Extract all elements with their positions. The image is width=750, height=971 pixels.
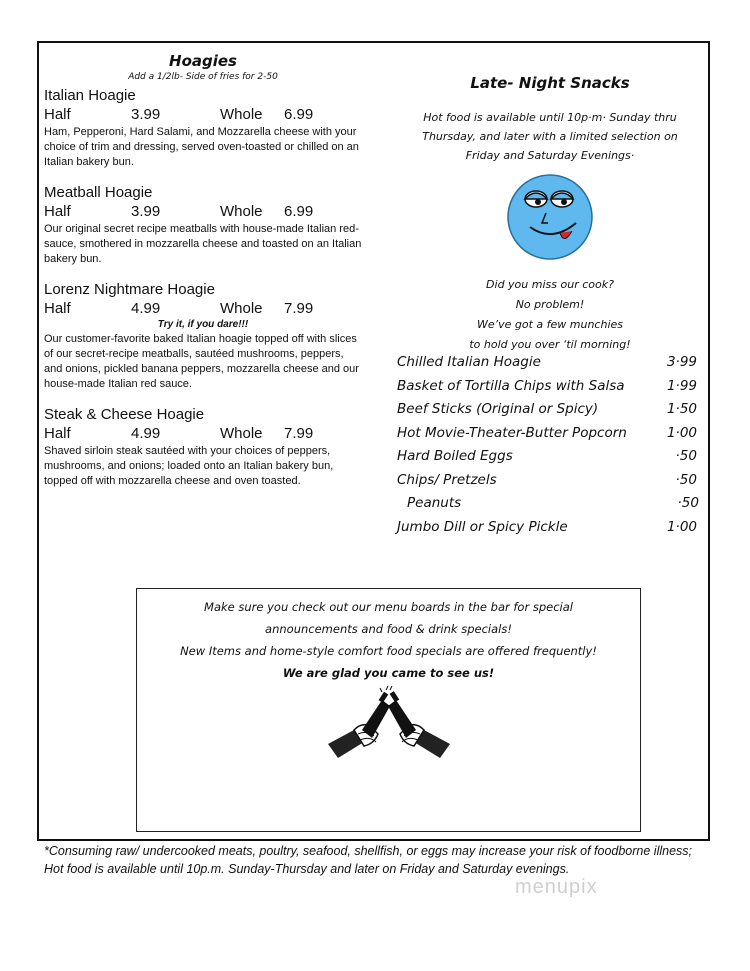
notice-line: announcements and food & drink specials!: [265, 622, 512, 636]
snack-list: [397, 354, 697, 542]
snack-item: [397, 495, 697, 519]
whole-price: 6.99: [284, 203, 314, 220]
hoagie-item-lorenz-nightmare: [44, 280, 362, 392]
intro-line: Friday and Saturday Evenings·: [465, 149, 635, 162]
price-row: [44, 299, 362, 318]
footer-disclaimer: [44, 842, 734, 878]
half-price: 4.99: [131, 300, 161, 317]
late-night-tagline: [395, 275, 705, 355]
whole-price: 7.99: [284, 300, 314, 317]
hoagies-title: Hoagies: [169, 52, 237, 70]
price-row: [44, 105, 362, 124]
notice-box: [136, 588, 641, 832]
dare-note: Try it, if you dare!!!: [157, 319, 249, 330]
hoagies-section: [44, 52, 362, 502]
hoagie-item-italian: [44, 86, 362, 170]
half-label: Half: [44, 300, 71, 317]
snack-price: ·50: [675, 471, 697, 488]
hoagie-name: Steak & Cheese Hoagie: [44, 406, 205, 423]
notice-line: Make sure you check out our menu boards in the bar for special: [204, 600, 573, 614]
snack-item: [397, 425, 697, 449]
hoagie-description: Our customer-favorite baked Italian hoagie topped off with slices of our secret-recipe meatballs, sautéed mushrooms, peppers, and onions, pickled banana peppers, mozzarella cheese and our house-made Italian red sauce.: [44, 333, 359, 390]
hoagies-subtitle: Add a 1/2lb- Side of fries for 2-50: [128, 72, 278, 82]
snack-name: Peanuts: [407, 495, 462, 511]
tagline-line: No problem!: [515, 298, 585, 311]
snack-price: 1·00: [666, 518, 697, 535]
intro-line: Hot food is available until 10p·m· Sunday thru: [423, 111, 677, 124]
snack-item: [397, 519, 697, 543]
half-price: 3.99: [131, 106, 161, 123]
snack-price: 1·99: [666, 377, 697, 394]
whole-price: 6.99: [284, 106, 314, 123]
snack-price: 3·99: [666, 354, 697, 370]
whole-label: Whole: [220, 300, 263, 317]
smiley-face-icon: [502, 169, 598, 265]
half-label: Half: [44, 106, 71, 123]
snack-name: Beef Sticks (Original or Spicy): [397, 401, 599, 417]
snack-name: Hard Boiled Eggs: [397, 448, 513, 464]
whole-price: 7.99: [284, 425, 314, 442]
hoagie-item-steak-cheese: [44, 405, 362, 489]
late-night-title: Late- Night Snacks: [470, 74, 630, 92]
notice-text: [137, 596, 640, 684]
half-label: Half: [44, 203, 71, 220]
snack-name: Chilled Italian Hoagie: [397, 354, 541, 370]
footer-line: Hot food is available until 10p.m. Sunday-Thursday and later on Friday and Saturday evenings.: [44, 862, 570, 876]
hoagie-name: Lorenz Nightmare Hoagie: [44, 281, 215, 298]
half-price: 3.99: [131, 203, 161, 220]
snack-item: [397, 401, 697, 425]
snack-name: Basket of Tortilla Chips with Salsa: [397, 377, 625, 394]
snack-item: [397, 448, 697, 472]
half-price: 4.99: [131, 425, 161, 442]
whole-label: Whole: [220, 203, 263, 220]
whole-label: Whole: [220, 106, 263, 123]
hoagie-description: Our original secret recipe meatballs with house-made Italian red-sauce, smothered in mozzarella cheese and toasted on an Italian bakery bun.: [44, 223, 362, 265]
snack-price: 1·00: [666, 424, 697, 441]
tagline-line: We’ve got a few munchies: [476, 318, 624, 331]
tagline-line: to hold you over ‘til morning!: [469, 338, 631, 351]
notice-bold-line: We are glad you came to see us!: [282, 666, 495, 680]
snack-name: Chips/ Pretzels: [397, 471, 497, 488]
beer-toast-icon: [324, 686, 454, 766]
late-night-intro: [395, 108, 705, 165]
snack-item: [397, 472, 697, 496]
hoagie-item-meatball: [44, 183, 362, 267]
snack-item: [397, 354, 697, 378]
hoagie-description: Shaved sirloin steak sautéed with your choices of peppers, mushrooms, and onions; loaded onto an Italian bakery bun, topped off with mozzarella cheese and oven toasted.: [44, 445, 334, 487]
watermark: menupix: [515, 876, 598, 898]
snack-price: 1·50: [666, 401, 697, 417]
snack-name: Hot Movie-Theater-Butter Popcorn: [397, 424, 627, 441]
whole-label: Whole: [220, 425, 263, 442]
snack-item: [397, 378, 697, 402]
snack-price: ·50: [675, 448, 697, 464]
notice-line: New Items and home-style comfort food specials are offered frequently!: [180, 644, 597, 658]
hoagie-name: Meatball Hoagie: [44, 184, 153, 201]
snack-price: ·50: [677, 495, 699, 511]
half-label: Half: [44, 425, 71, 442]
hoagie-name: Italian Hoagie: [44, 87, 136, 104]
tagline-line: Did you miss our cook?: [486, 278, 614, 291]
late-night-section: [395, 70, 705, 355]
snack-name: Jumbo Dill or Spicy Pickle: [397, 518, 568, 535]
price-row: [44, 424, 362, 443]
hoagie-description: Ham, Pepperoni, Hard Salami, and Mozzarella cheese with your choice of trim and dressing, served oven-toasted or chilled on an Italian bakery bun.: [44, 126, 359, 168]
footer-line: *Consuming raw/ undercooked meats, poultry, seafood, shellfish, or eggs may increase your risk of foodborne illness;: [44, 844, 693, 858]
intro-line: Thursday, and later with a limited selection on: [422, 130, 678, 143]
price-row: [44, 202, 362, 221]
